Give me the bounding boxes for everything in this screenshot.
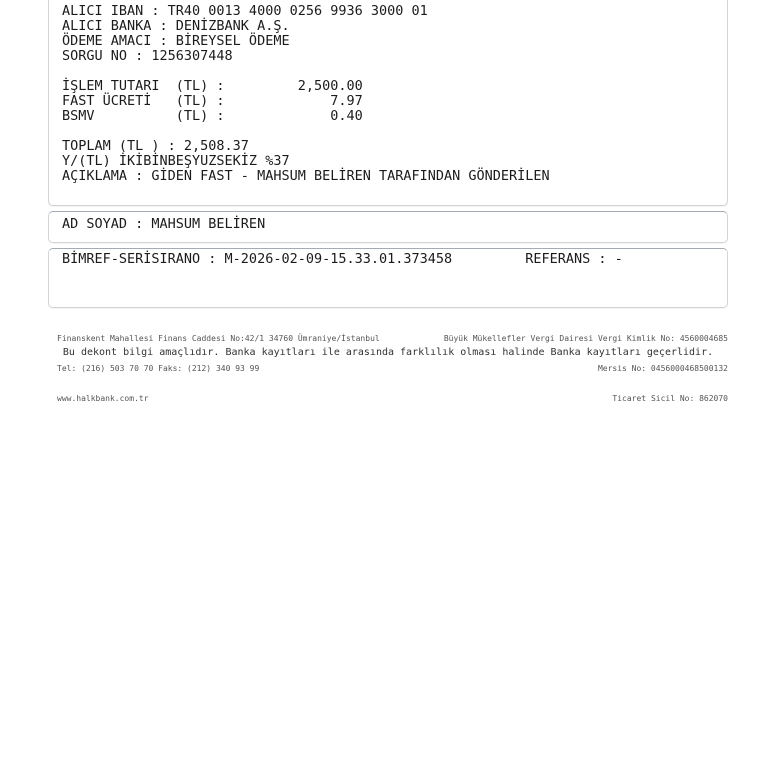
- vergi-kimlik-line: Büyük Mükellefler Vergi Dairesi Vergi Kimlik No: 4560004685: [443, 334, 728, 343]
- alici-iban-line: ALICI IBAN : TR40 0013 4000 0256 9936 3000 01: [62, 3, 428, 19]
- toplam-line: TOPLAM (TL ) : 2,508.37: [62, 138, 249, 154]
- sender-name-box: [48, 211, 728, 243]
- aciklama-line: AÇIKLAMA : GİDEN FAST - MAHSUM BELİREN TARAFINDAN GÖNDERİLEN: [62, 168, 550, 184]
- sorgu-no-line: SORGU NO : 1256307448: [62, 48, 233, 64]
- website-line: www.halkbank.com.tr: [57, 394, 149, 403]
- blank-line: [62, 64, 727, 79]
- ad-soyad-line: AD SOYAD : MAHSUM BELİREN: [62, 216, 266, 232]
- odeme-amaci-line: ÖDEME AMACI : BİREYSEL ÖDEME: [62, 33, 290, 49]
- address-line: Finanskent Mahallesi Finans Caddesi No:42/1 34760 Ümraniye/İstanbul: [57, 334, 380, 343]
- blank-line: [62, 124, 727, 139]
- bsmv-line: BSMV (TL) : 0.40: [62, 108, 363, 124]
- mersis-no-line: Mersis No: 0456000468500132: [597, 364, 728, 373]
- disclaimer-text: Bu dekont bilgi amaçlıdır. Banka kayıtları ile arasında farklılık olması halinde Banka kayıtları geçerlidir.: [62, 347, 714, 358]
- phone-line: Tel: (216) 503 70 70 Faks: (212) 340 93 99: [57, 364, 260, 373]
- alici-banka-line: ALICI BANKA : DENİZBANK A.Ş.: [62, 18, 290, 34]
- reference-box: [48, 248, 728, 308]
- footer-bank-address: [57, 314, 380, 424]
- islem-tutari-line: İŞLEM TUTARI (TL) : 2,500.00: [62, 78, 363, 94]
- footer-tax-info: [444, 314, 728, 424]
- receipt-details-box: [48, 0, 728, 206]
- toplam-yazi-line: Y/(TL) İKİBİNBEŞYUZSEKİZ %37: [62, 153, 290, 169]
- bimref-referans-line: BİMREF-SERİSIRANO : M-2026-02-09-15.33.01.373458 REFERANS : -: [62, 251, 623, 267]
- fast-ucreti-line: FAST ÜCRETİ (TL) : 7.97: [62, 93, 363, 109]
- ticaret-sicil-line: Ticaret Sicil No: 862070: [612, 394, 728, 403]
